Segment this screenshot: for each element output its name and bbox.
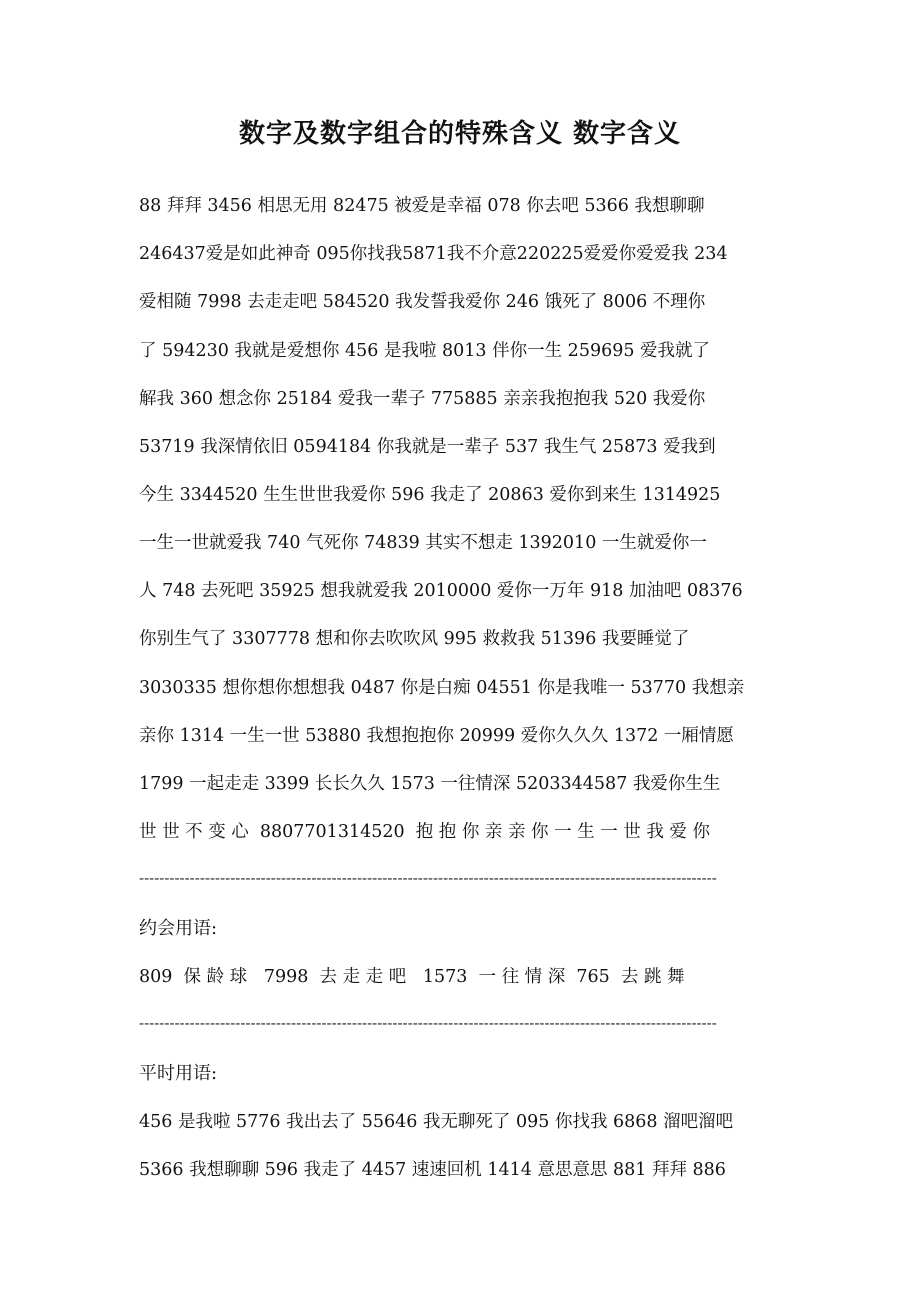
body-line: 一生一世就爱我 740 气死你 74839 其实不想走 1392010 一生就爱你一: [139, 533, 707, 553]
body-line: 你别生气了 3307778 想和你去吹吹风 995 救救我 51396 我要睡觉了: [139, 629, 690, 649]
body-line: 解我 360 想念你 25184 爱我一辈子 775885 亲亲我抱抱我 520 我爱你: [139, 389, 706, 409]
body-line: 了 594230 我就是爱想你 456 是我啦 8013 伴你一生 259695 爱我就了: [139, 341, 711, 361]
dating-heading: 约会用语:: [139, 918, 218, 939]
body-line: 爱相随 7998 去走走吧 584520 我发誓我爱你 246 饿死了 8006 不理你: [139, 292, 706, 312]
body-line: 88 拜拜 3456 相思无用 82475 被爱是幸福 078 你去吧 5366 我想聊聊: [139, 196, 705, 216]
body-line: 3030335 想你想你想想我 0487 你是白痴 04551 你是我唯一 53770 我想亲: [139, 678, 745, 698]
body-line: 亲你 1314 一生一世 53880 我想抱抱你 20999 爱你久久久 1372 一厢情愿: [139, 726, 734, 746]
daily-line: 5366 我想聊聊 596 我走了 4457 速速回机 1414 意思意思 881 拜拜 886: [139, 1160, 726, 1180]
daily-line: 456 是我啦 5776 我出去了 55646 我无聊死了 095 你找我 6868 溜吧溜吧: [139, 1112, 734, 1132]
divider-line: ------------------------------------------------------------------------------------------------------------------: [139, 1014, 717, 1032]
divider-line: ------------------------------------------------------------------------------------------------------------------: [139, 869, 717, 887]
body-line: 246437爱是如此神奇 095你找我5871我不介意220225爱爱你爱爱我 234: [139, 244, 728, 264]
dating-line: 809 保 龄 球 7998 去 走 走 吧 1573 一 往 情 深 765 去 跳 舞: [139, 967, 685, 987]
body-line: 53719 我深情依旧 0594184 你我就是一辈子 537 我生气 25873 爱我到: [139, 437, 716, 457]
body-line: 世 世 不 变 心 8807701314520 抱 抱 你 亲 亲 你 一 生 一 世 我 爱 你: [139, 822, 710, 842]
body-line: 今生 3344520 生生世世我爱你 596 我走了 20863 爱你到来生 1314925: [139, 485, 721, 505]
body-line: 1799 一起走走 3399 长长久久 1573 一往情深 5203344587 我爱你生生: [139, 774, 721, 794]
daily-heading: 平时用语:: [139, 1063, 218, 1084]
document-title: 数字及数字组合的特殊含义 数字含义: [238, 119, 682, 149]
body-line: 人 748 去死吧 35925 想我就爱我 2010000 爱你一万年 918 加油吧 08376: [139, 581, 743, 601]
